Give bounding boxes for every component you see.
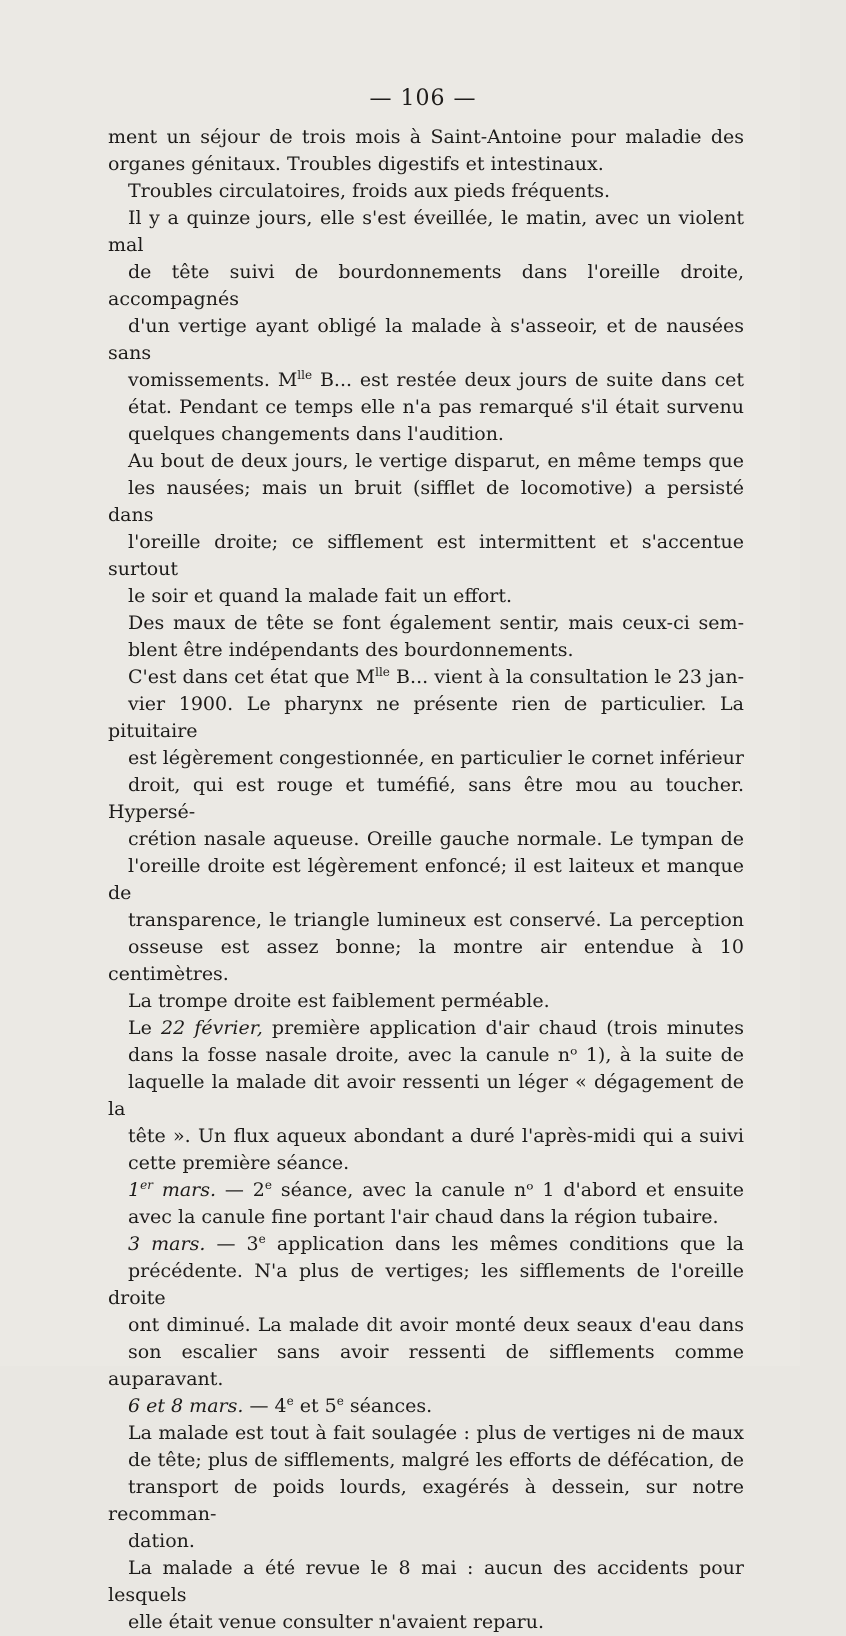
text-fragment: — 4 [243,1395,287,1417]
text-line [108,1177,744,1204]
text-line: le soir et quand la malade fait un effort. [128,585,513,607]
text-line: l'oreille droite est légèrement enfoncé; il est laiteux et manque de [108,855,744,904]
text-line: Il y a quinze jours, elle s'est éveillée, le matin, avec un violent mal [108,207,744,256]
text-fragment: — 3 [205,1233,259,1255]
text-fragment: première application d'air chaud (trois minutes [262,1017,745,1039]
text-line: d'un vertige ayant obligé la malade à s'asseoir, et de nausées sans [108,315,744,364]
text-line: vier 1900. Le pharynx ne présente rien de particulier. La pituitaire [108,693,744,742]
superscript: er [140,1178,153,1192]
text-line: cette première séance. [128,1152,350,1174]
text-line: Troubles circulatoires, froids aux pieds fréquents. [128,180,611,202]
text-line: tête ». Un flux aqueux abondant a duré l'après-midi qui a suivi [128,1125,744,1147]
text-line: l'oreille droite; ce sifflement est intermittent et s'accentue surtout [108,531,744,580]
text-line: quelques changements dans l'audition. [128,423,504,445]
text-line: laquelle la malade dit avoir ressenti un léger « dégagement de la [108,1071,744,1120]
text-line: Au bout de deux jours, le vertige disparut, en même temps que [128,450,744,472]
paragraph-5 [108,610,744,664]
text-line [108,1393,744,1420]
text-fragment: et 5 [293,1395,337,1417]
text-line: son escalier sans avoir ressenti de sifflements comme auparavant. [108,1341,744,1390]
paragraph-7 [108,1015,744,1177]
date-italic: 22 février, [161,1017,263,1039]
text-fragment: séance, avec la canule nᵒ 1 d'abord et ensuite [271,1179,744,1201]
text-line: avec la canule fine portant l'air chaud dans la région tubaire. [128,1206,719,1228]
text-line: Des maux de tête se font également sentir, mais ceux-ci sem- [128,612,744,634]
text-line: état. Pendant ce temps elle n'a pas remarqué s'il était survenu [128,396,744,418]
paragraph-6 [108,664,744,1015]
text-line: crétion nasale aqueuse. Oreille gauche normale. Le tympan de [128,828,744,850]
text-line: transparence, le triangle lumineux est conservé. La perception [128,909,744,931]
text-line: blent être indépendants des bourdonnements. [128,639,574,661]
paragraph-12 [108,1555,744,1636]
superscript: e [286,1394,294,1408]
text-line: est légèrement congestionnée, en particulier le cornet inférieur [128,747,744,769]
text-line: dans la fosse nasale droite, avec la canule nᵒ 1), à la suite de [128,1044,744,1066]
text-line: dation. [128,1530,195,1552]
text-fragment: B... vient à la consultation le 23 jan- [389,666,744,688]
paragraph-2 [108,178,744,205]
paragraph-8 [108,1177,744,1231]
superscript: e [258,1232,266,1246]
text-line [108,664,744,691]
text-line: les nausées; mais un bruit (sifflet de locomotive) a persisté dans [108,477,744,526]
text-line [108,367,744,394]
text-line: La malade est tout à fait soulagée : plus de vertiges ni de maux [128,1422,744,1444]
text-fragment: — 2 [216,1179,265,1201]
text-line: droit, qui est rouge et tuméfié, sans être mou au toucher. Hypersé- [108,774,744,823]
paragraph-10 [108,1393,744,1420]
text-line: organes génitaux. Troubles digestifs et intestinaux. [108,153,604,175]
date-italic [128,1179,216,1201]
text-line: osseuse est assez bonne; la montre air entendue à 10 centimètres. [108,936,744,985]
text-fragment: 1 [128,1179,141,1201]
text-line: précédente. N'a plus de vertiges; les sifflements de l'oreille droite [108,1260,744,1309]
text-line: ont diminué. La malade dit avoir monté deux seaux d'eau dans [128,1314,744,1336]
text-line: de tête; plus de sifflements, malgré les efforts de défécation, de [128,1449,744,1471]
text-fragment: séances. [343,1395,433,1417]
superscript: e [336,1394,344,1408]
superscript: lle [297,368,313,382]
text-line: elle était venue consulter n'avaient reparu. [128,1611,545,1633]
page-number: — 106 — [369,86,477,111]
superscript: e [264,1178,272,1192]
text-fragment: application dans les mêmes conditions que la [265,1233,744,1255]
paragraph-11 [108,1420,744,1555]
text-line: ment un séjour de trois mois à Saint-Antoine pour maladie des [108,126,744,148]
text-line: La malade a été revue le 8 mai : aucun des accidents pour lesquels [108,1557,744,1606]
paragraph-4 [108,448,744,610]
text-line [108,1015,744,1042]
text-line [108,1231,744,1258]
text-fragment: mars. [152,1179,217,1201]
text-line: La trompe droite est faiblement perméable. [128,990,550,1012]
date-italic: 6 et 8 mars. [128,1395,244,1417]
body-text [108,124,744,1636]
text-line: transport de poids lourds, exagérés à dessein, sur notre recomman- [108,1476,744,1525]
paragraph-3 [108,205,744,448]
date-italic: 3 mars. [128,1233,206,1255]
text-fragment: vomissements. M [128,369,298,391]
text-fragment: Le [128,1017,162,1039]
superscript: lle [375,665,390,679]
paragraph-9 [108,1231,744,1393]
text-fragment: B... est restée deux jours de suite dans cet [312,369,745,391]
paragraph-1 [108,124,744,178]
text-line: de tête suivi de bourdonnements dans l'oreille droite, accompagnés [108,261,744,310]
text-fragment: C'est dans cet état que M [128,666,376,688]
